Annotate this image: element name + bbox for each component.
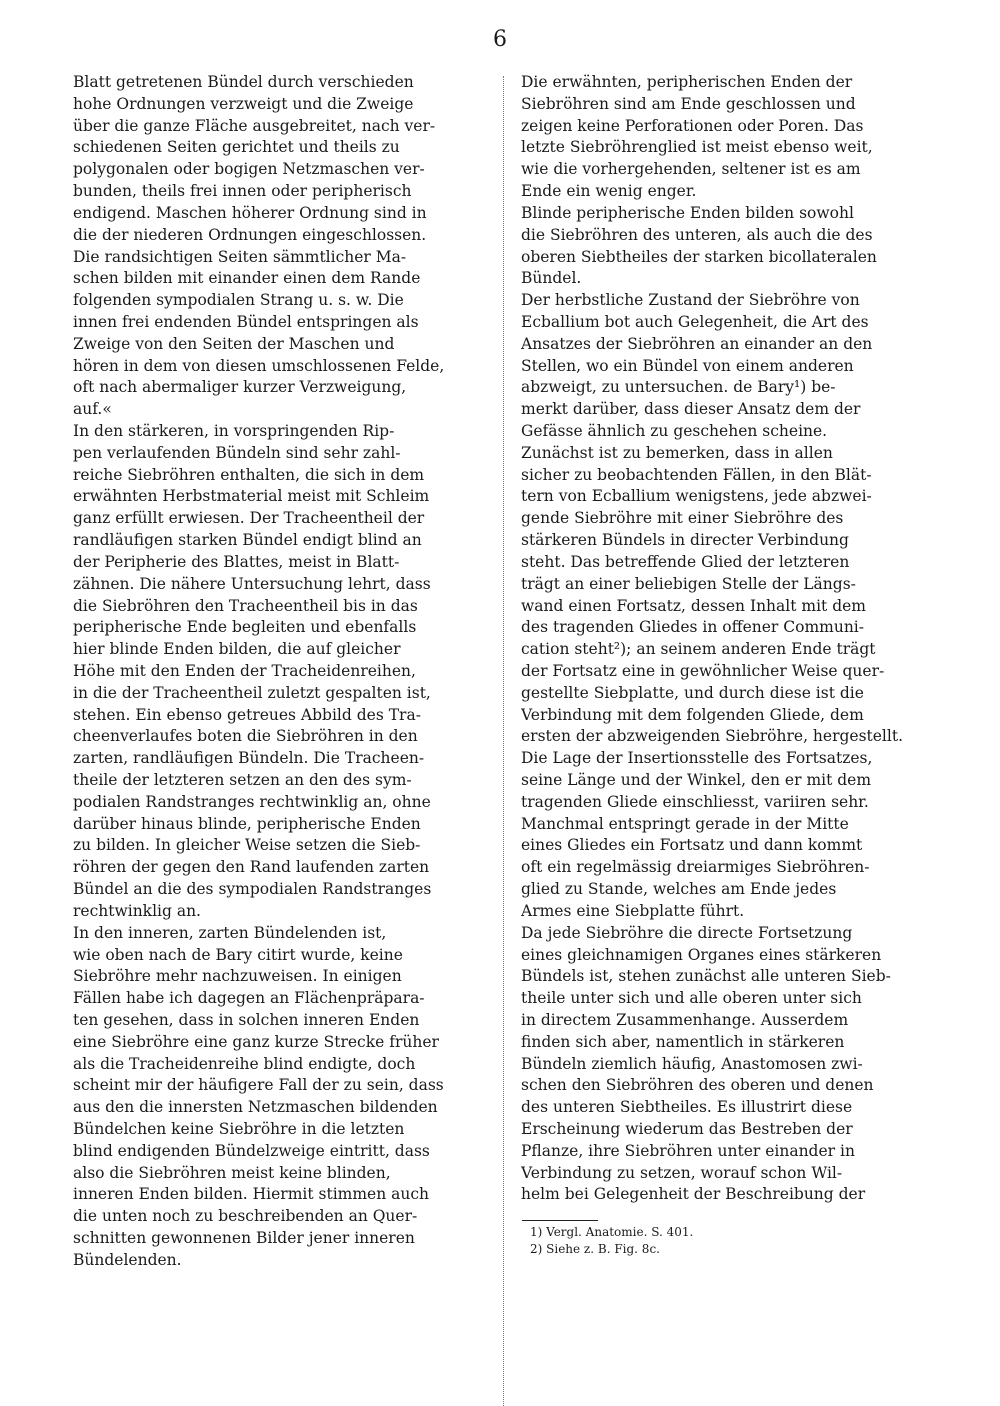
text-line: Pflanze, ihre Siebröhren unter einander in	[521, 1141, 855, 1160]
text-line: glied zu Stande, welches am Ende jedes	[521, 880, 837, 899]
text-line: podialen Randstranges rechtwinklig an, ohne	[73, 792, 431, 811]
text-line: also die Siebröhren meist keine blinden,	[73, 1163, 391, 1182]
text-line: hohe Ordnungen verzweigt und die Zweige	[73, 94, 414, 113]
text-line: sicher zu beobachtenden Fällen, in den Blät-	[521, 465, 872, 484]
text-line: abzweigt, zu untersuchen. de Bary¹) be-	[521, 378, 836, 397]
text-line: Zunächst ist zu bemerken, dass in allen	[521, 443, 833, 462]
text-line: Bündel an die des sympodialen Randstranges	[73, 880, 432, 899]
text-line: schiedenen Seiten gerichtet und theils zu	[73, 138, 400, 157]
footnote: 2) Siehe z. B. Fig. 8c.	[530, 1242, 660, 1256]
text-line: Bündeln ziemlich häufig, Anastomosen zwi-	[521, 1054, 863, 1073]
text-line: cheenverlaufes boten die Siebröhren in den	[73, 727, 418, 746]
text-line: Ende ein wenig enger.	[521, 182, 697, 201]
text-line: ten gesehen, dass in solchen inneren Enden	[73, 1010, 420, 1029]
text-line: Verbindung zu setzen, worauf schon Wil-	[521, 1163, 843, 1182]
text-line: blind endigenden Bündelzweige eintritt, dass	[73, 1141, 430, 1160]
text-line: inneren Enden bilden. Hiermit stimmen auch	[73, 1185, 430, 1204]
text-line: merkt darüber, dass dieser Ansatz dem der	[521, 400, 861, 419]
text-line: wie die vorhergehenden, seltener ist es am	[521, 160, 861, 179]
text-line: Die Lage der Insertionsstelle des Fortsatzes,	[521, 749, 873, 768]
text-line: cation steht²); an seinem anderen Ende trägt	[521, 640, 876, 659]
text-line: ganz erfüllt erwiesen. Der Tracheentheil der	[73, 509, 425, 528]
text-line: Da jede Siebröhre die directe Fortsetzung	[521, 923, 853, 942]
text-line: scheint mir der häufigere Fall der zu sein, dass	[73, 1076, 444, 1095]
text-line: Bündelenden.	[73, 1250, 182, 1269]
text-line: zähnen. Die nähere Untersuchung lehrt, dass	[73, 574, 431, 593]
text-line: Siebröhre mehr nachzuweisen. In einigen	[73, 967, 402, 986]
text-line: die unten noch zu beschreibenden an Quer-	[73, 1207, 418, 1226]
text-line: zeigen keine Perforationen oder Poren. Das	[521, 116, 864, 135]
text-line: endigend. Maschen höherer Ordnung sind in	[73, 203, 427, 222]
text-line: finden sich aber, namentlich in stärkeren	[521, 1032, 845, 1051]
text-line: Ecballium bot auch Gelegenheit, die Art des	[521, 312, 869, 331]
text-line: Blatt getretenen Bündel durch verschieden	[73, 73, 414, 91]
text-line: Armes eine Siebplatte führt.	[521, 901, 745, 920]
text-line: letzte Siebröhrenglied ist meist ebenso weit,	[521, 138, 873, 157]
text-line: die Siebröhren den Tracheentheil bis in das	[73, 596, 418, 615]
left-column	[73, 72, 503, 1272]
text-line: gestellte Siebplatte, und durch diese ist die	[521, 683, 864, 702]
text-line: eine Siebröhre eine ganz kurze Strecke früher	[73, 1032, 439, 1051]
text-line: oft ein regelmässig dreiarmiges Siebröhren-	[521, 858, 870, 877]
text-line: theile der letzteren setzen an den des sym-	[73, 771, 412, 789]
text-line: pen verlaufenden Bündeln sind sehr zahl-	[73, 443, 401, 462]
text-line: wie oben nach de Bary citirt wurde, keine	[73, 945, 403, 964]
text-line: des tragenden Gliedes in offener Communi-	[521, 618, 865, 637]
text-line: Fällen habe ich dagegen an Flächenpräpara-	[73, 989, 425, 1008]
text-line: In den inneren, zarten Bündelenden ist,	[73, 923, 387, 942]
text-line: schen bilden mit einander einen dem Rande	[73, 269, 421, 288]
column-divider	[503, 76, 504, 1406]
text-line: Höhe mit den Enden der Tracheidenreihen,	[73, 661, 416, 680]
right-column	[521, 72, 936, 1206]
text-line: bunden, theils frei innen oder peripherisch	[73, 182, 412, 201]
text-line: aus den die innersten Netzmaschen bildenden	[73, 1098, 438, 1117]
text-line: steht. Das betreffende Glied der letzteren	[521, 552, 850, 571]
text-line: Die erwähnten, peripherischen Enden der	[521, 73, 853, 91]
text-line: hier blinde Enden bilden, die auf gleicher	[73, 640, 401, 659]
text-line: reiche Siebröhren enthalten, die sich in dem	[73, 465, 425, 484]
text-line: peripherische Ende begleiten und ebenfalls	[73, 618, 417, 637]
text-line: ersten der abzweigenden Siebröhre, hergestellt.	[521, 727, 904, 746]
text-line: röhren der gegen den Rand laufenden zarten	[73, 858, 430, 877]
text-line: in directem Zusammenhange. Ausserdem	[521, 1010, 849, 1029]
text-line: Zweige von den Seiten der Maschen und	[73, 334, 395, 353]
text-line: erwähnten Herbstmaterial meist mit Schleim	[73, 487, 430, 506]
text-line: auf.«	[73, 400, 112, 419]
text-line: tragenden Gliede einschliesst, variiren sehr.	[521, 792, 869, 811]
text-line: In den stärkeren, in vorspringenden Rip-	[73, 422, 395, 440]
text-line: der Fortsatz eine in gewöhnlicher Weise quer-	[521, 661, 885, 680]
text-line: folgenden sympodialen Strang u. s. w. Die	[73, 291, 404, 310]
text-line: tern von Ecballium wenigstens, jede abzwei-	[521, 487, 872, 506]
text-line: oberen Siebtheiles der starken bicollateralen	[521, 247, 877, 266]
text-line: hören in dem von diesen umschlossenen Felde,	[73, 356, 445, 375]
text-line: Bündels ist, stehen zunächst alle unteren Sieb-	[521, 967, 891, 986]
text-line: zarten, randläufigen Bündeln. Die Tracheen-	[73, 749, 425, 768]
text-line: helm bei Gelegenheit der Beschreibung der	[521, 1185, 866, 1204]
text-line: schen den Siebröhren des oberen und denen	[521, 1076, 874, 1095]
text-line: innen frei endenden Bündel entspringen als	[73, 312, 419, 331]
text-line: trägt an einer beliebigen Stelle der Längs-	[521, 574, 856, 593]
text-line: Bündelchen keine Siebröhre in die letzten	[73, 1120, 405, 1138]
text-line: schnitten gewonnenen Bilder jener inneren	[73, 1229, 415, 1248]
text-line: der Peripherie des Blattes, meist in Blatt-	[73, 552, 400, 571]
text-line: Gefässe ähnlich zu geschehen scheine.	[521, 422, 828, 440]
text-line: randläufigen starken Bündel endigt blind an	[73, 531, 422, 550]
text-line: die der niederen Ordnungen eingeschlossen.	[73, 225, 427, 244]
text-line: stärkeren Bündels in directer Verbindung	[521, 531, 849, 550]
text-line: wand einen Fortsatz, dessen Inhalt mit dem	[521, 596, 866, 615]
text-line: darüber hinaus blinde, peripherische Enden	[73, 814, 421, 833]
text-line: Blinde peripherische Enden bilden sowohl	[521, 203, 854, 222]
text-line: gende Siebröhre mit einer Siebröhre des	[521, 509, 844, 528]
text-line: seine Länge und der Winkel, den er mit dem	[521, 771, 872, 789]
footnotes	[530, 1224, 693, 1258]
text-line: die Siebröhren des unteren, als auch die des	[521, 225, 873, 244]
text-line: oft nach abermaliger kurzer Verzweigung,	[73, 378, 407, 397]
text-line: stehen. Ein ebenso getreues Abbild des Tra-	[73, 705, 421, 724]
text-line: Stellen, wo ein Bündel von einem anderen	[521, 356, 854, 375]
text-line: Verbindung mit dem folgenden Gliede, dem	[521, 705, 864, 724]
footnote: 1) Vergl. Anatomie. S. 401.	[530, 1225, 694, 1239]
text-line: eines gleichnamigen Organes eines stärkeren	[521, 945, 882, 964]
text-line: des unteren Siebtheiles. Es illustrirt diese	[521, 1098, 853, 1117]
text-line: polygonalen oder bogigen Netzmaschen ver-	[73, 160, 425, 179]
text-line: Der herbstliche Zustand der Siebröhre von	[521, 291, 860, 310]
text-line: rechtwinklig an.	[73, 901, 201, 920]
text-line: Manchmal entspringt gerade in der Mitte	[521, 814, 849, 833]
text-line: Bündel.	[521, 269, 582, 288]
footnote-rule	[522, 1220, 598, 1221]
text-line: Erscheinung wiederum das Bestreben der	[521, 1120, 853, 1138]
text-line: theile unter sich und alle oberen unter sich	[521, 989, 862, 1008]
text-line: über die ganze Fläche ausgebreitet, nach ver-	[73, 116, 436, 135]
text-line: in die der Tracheentheil zuletzt gespalten ist,	[73, 683, 431, 702]
page-number: 6	[493, 27, 507, 52]
text-line: Ansatzes der Siebröhren an einander an den	[521, 334, 873, 353]
text-line: eines Gliedes ein Fortsatz und dann kommt	[521, 836, 863, 855]
text-line: Die randsichtigen Seiten sämmtlicher Ma-	[73, 247, 407, 266]
text-line: als die Tracheidenreihe blind endigte, doch	[73, 1054, 416, 1073]
text-line: zu bilden. In gleicher Weise setzen die Sieb-	[73, 836, 421, 855]
text-line: Siebröhren sind am Ende geschlossen und	[521, 94, 856, 113]
